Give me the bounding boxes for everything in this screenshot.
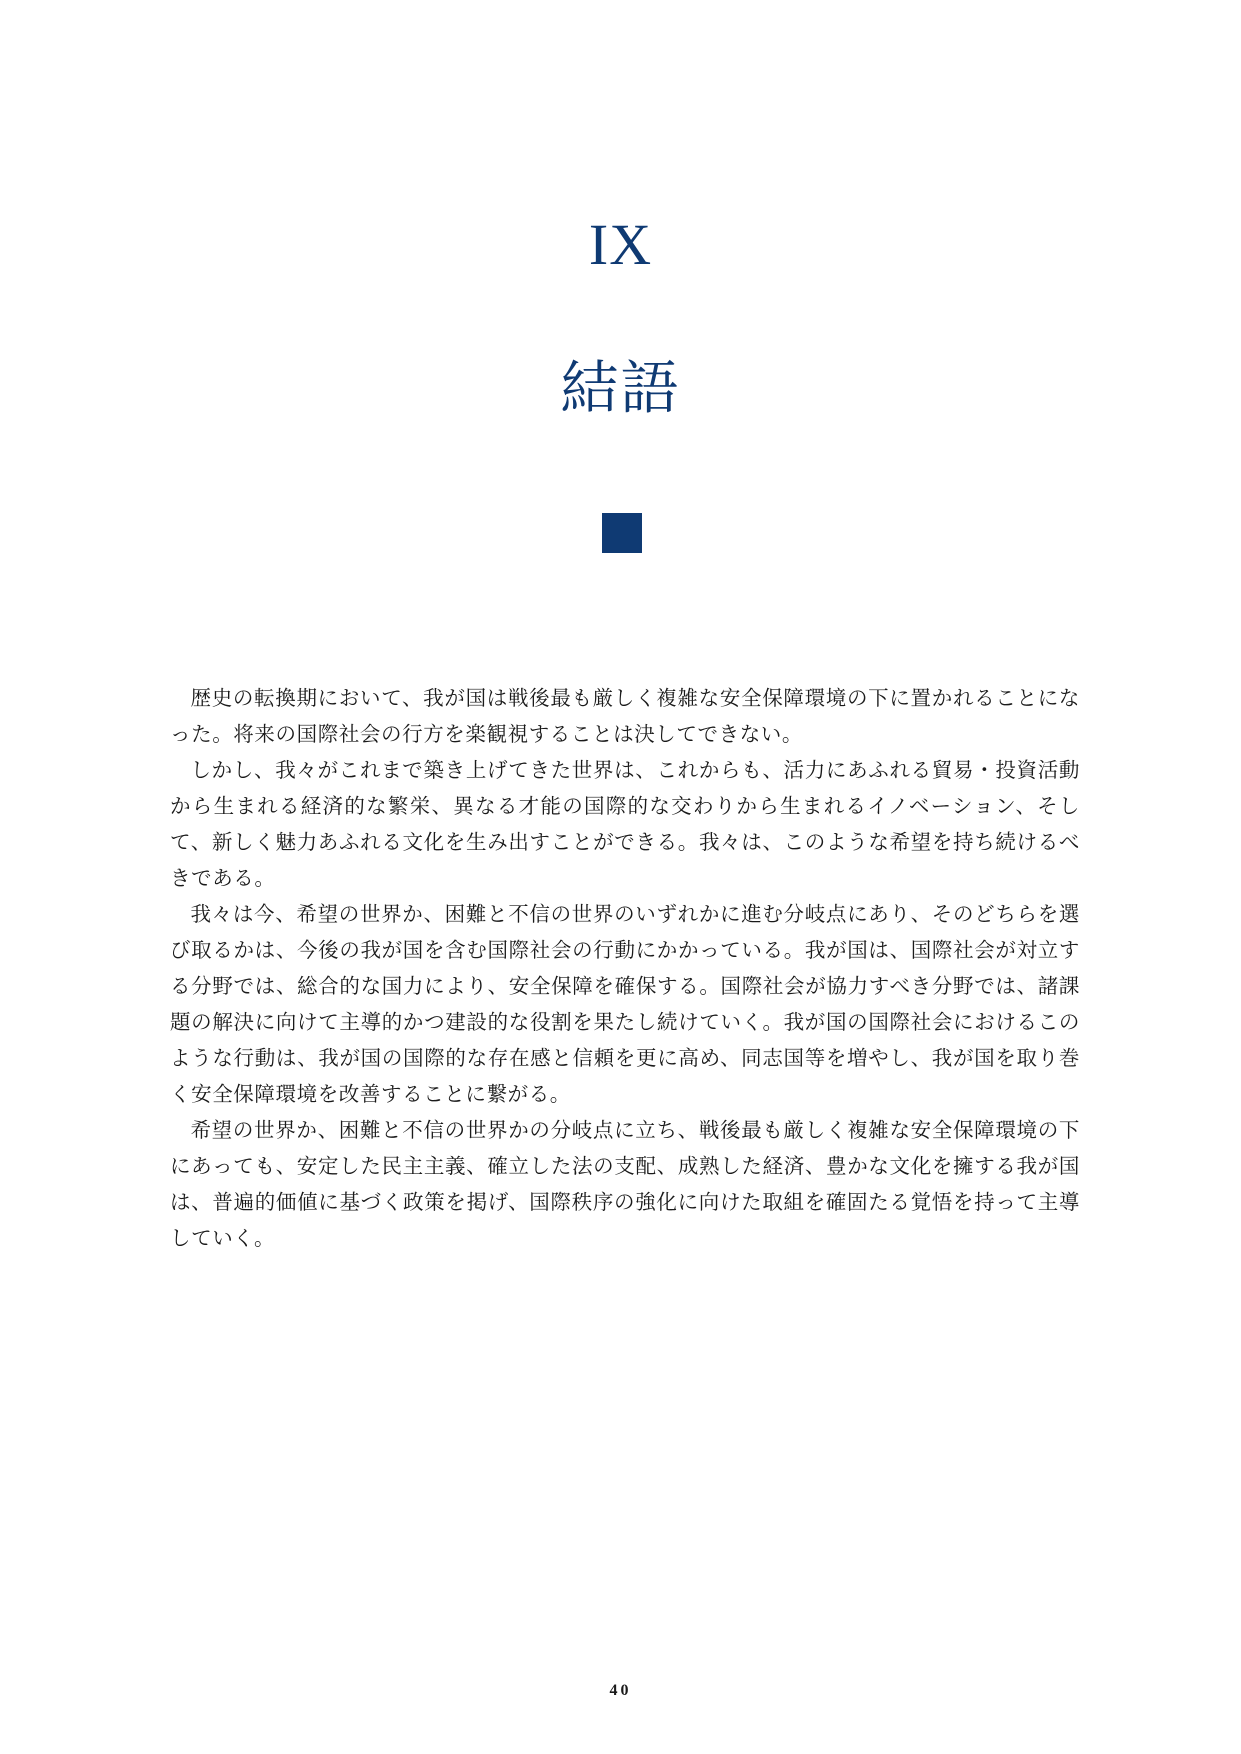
page-number: 40 [609, 1682, 632, 1699]
paragraph: 歴史の転換期において、我が国は戦後最も厳しく複雑な安全保障環境の下に置かれることになった。将来の国際社会の行方を楽観視することは決してできない。 [170, 686, 1080, 746]
decorative-square [602, 513, 642, 553]
paragraph: 希望の世界か、困難と不信の世界かの分岐点に立ち、戦後最も厳しく複雑な安全保障環境の下にあっても、安定した民主主義、確立した法の支配、成熟した経済、豊かな文化を擁する我が国は、普遍的価値に基づく政策を掲げ、国際秩序の強化に向けた取組を確固たる覚悟を持って主導していく。 [170, 1118, 1080, 1250]
chapter-title: 結語 [560, 354, 681, 422]
body-text [170, 680, 1080, 1256]
paragraph: しかし、我々がこれまで築き上げてきた世界は、これからも、活力にあふれる貿易・投資活動から生まれる経済的な繁栄、異なる才能の国際的な交わりから生まれるイノベーション、そして、新しく魅力あふれる文化を生み出すことができる。我々は、このような希望を持ち続けるべきである。 [170, 758, 1080, 890]
chapter-number: IX [588, 212, 653, 277]
paragraph: 我々は今、希望の世界か、困難と不信の世界のいずれかに進む分岐点にあり、そのどちらを選び取るかは、今後の我が国を含む国際社会の行動にかかっている。我が国は、国際社会が対立する分野では、総合的な国力により、安全保障を確保する。国際社会が協力すべき分野では、諸課題の解決に向けて主導的かつ建設的な役割を果たし続けていく。我が国の国際社会におけるこのような行動は、我が国の国際的な存在感と信頼を更に高め、同志国等を増やし、我が国を取り巻く安全保障環境を改善することに繋がる。 [170, 902, 1081, 1106]
